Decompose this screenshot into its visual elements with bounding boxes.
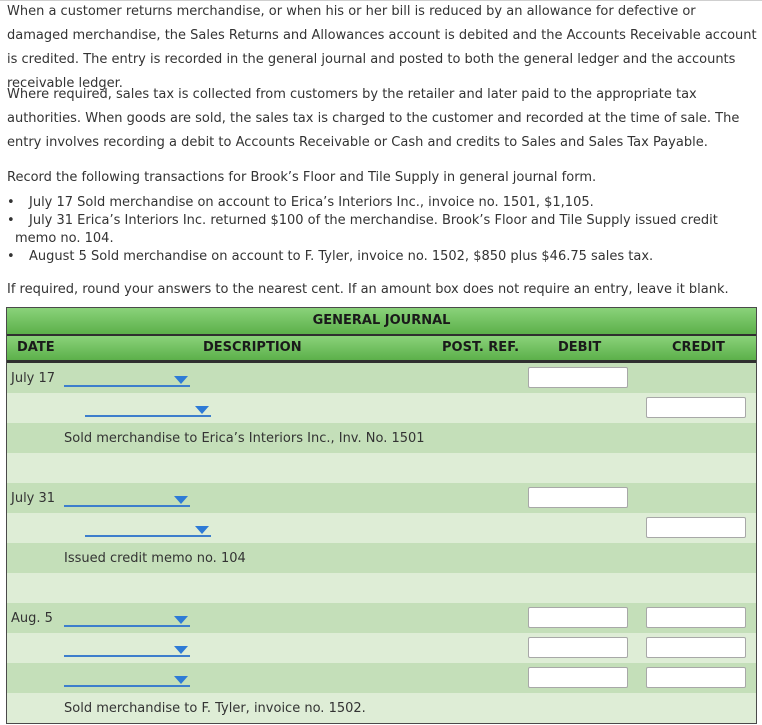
journal-row	[7, 453, 756, 483]
chevron-down-icon	[195, 406, 209, 414]
account-dropdown[interactable]	[64, 489, 190, 507]
rounding-note: If required, round your answers to the nearest cent. If an amount box does not require an entry, leave it blank.	[7, 282, 729, 297]
general-journal	[6, 307, 757, 724]
intro-paragraph-sales-tax: Where required, sales tax is collected from customers by the retailer and later paid to the appropriate tax authorities. When goods are sold, the sales tax is charged to the customer and recorded at the time of sale. The entry involves recording a debit to Accounts Receivable or Cash and credits to Sales and Sales Tax Payable.	[7, 87, 740, 150]
account-dropdown[interactable]	[85, 399, 211, 417]
chevron-down-icon	[195, 526, 209, 534]
credit-input[interactable]	[646, 397, 746, 418]
entry-date: Aug. 5	[11, 611, 53, 626]
credit-input[interactable]	[646, 517, 746, 538]
credit-input[interactable]	[646, 667, 746, 688]
entry-description: Sold merchandise to Erica’s Interiors Inc., Inv. No. 1501	[64, 431, 425, 446]
header-debit: DEBIT	[558, 340, 602, 355]
journal-row	[7, 483, 756, 513]
list-item: • July 31 Erica’s Interiors Inc. returned $100 of the merchandise. Brook’s Floor and Tile Supply issued credit memo no. 104.	[7, 213, 718, 246]
journal-row	[7, 393, 756, 423]
entry-date: July 17	[11, 371, 56, 386]
chevron-down-icon	[174, 676, 188, 684]
debit-input[interactable]	[528, 607, 628, 628]
header-date: DATE	[17, 340, 55, 355]
intro-paragraph-returns: When a customer returns merchandise, or when his or her bill is reduced by an allowance for defective or damaged merchandise, the Sales Returns and Allowances account is debited and the Accounts Receivable account is credited. The entry is recorded in the general journal and posted to both the general ledger and the accounts receivable ledger.	[7, 4, 757, 91]
journal-header-row	[7, 336, 756, 363]
journal-row	[7, 423, 756, 453]
chevron-down-icon	[174, 646, 188, 654]
entry-description: Sold merchandise to F. Tyler, invoice no. 1502.	[64, 701, 366, 716]
header-description: DESCRIPTION	[203, 340, 302, 355]
journal-row	[7, 633, 756, 663]
journal-row	[7, 663, 756, 693]
list-item: • July 17 Sold merchandise on account to Erica’s Interiors Inc., invoice no. 1501, $1,105.	[7, 195, 594, 210]
account-dropdown[interactable]	[64, 369, 190, 387]
chevron-down-icon	[174, 616, 188, 624]
list-item: • August 5 Sold merchandise on account to F. Tyler, invoice no. 1502, $850 plus $46.75 sales tax.	[7, 249, 654, 264]
debit-input[interactable]	[528, 487, 628, 508]
journal-title: GENERAL JOURNAL	[7, 308, 756, 336]
credit-input[interactable]	[646, 607, 746, 628]
entry-date: July 31	[11, 491, 56, 506]
chevron-down-icon	[174, 496, 188, 504]
journal-row	[7, 693, 756, 723]
journal-row	[7, 363, 756, 393]
journal-row	[7, 543, 756, 573]
entry-description: Issued credit memo no. 104	[64, 551, 246, 566]
chevron-down-icon	[174, 376, 188, 384]
debit-input[interactable]	[528, 667, 628, 688]
journal-row	[7, 573, 756, 603]
account-dropdown[interactable]	[64, 639, 190, 657]
debit-input[interactable]	[528, 637, 628, 658]
header-credit: CREDIT	[672, 340, 725, 355]
header-post-ref: POST. REF.	[442, 340, 520, 355]
debit-input[interactable]	[528, 367, 628, 388]
account-dropdown[interactable]	[64, 609, 190, 627]
transaction-list	[7, 194, 752, 266]
journal-row	[7, 513, 756, 543]
journal-row	[7, 603, 756, 633]
account-dropdown[interactable]	[85, 519, 211, 537]
account-dropdown[interactable]	[64, 669, 190, 687]
instructions: Record the following transactions for Brook’s Floor and Tile Supply in general journal form.	[7, 170, 597, 185]
credit-input[interactable]	[646, 637, 746, 658]
